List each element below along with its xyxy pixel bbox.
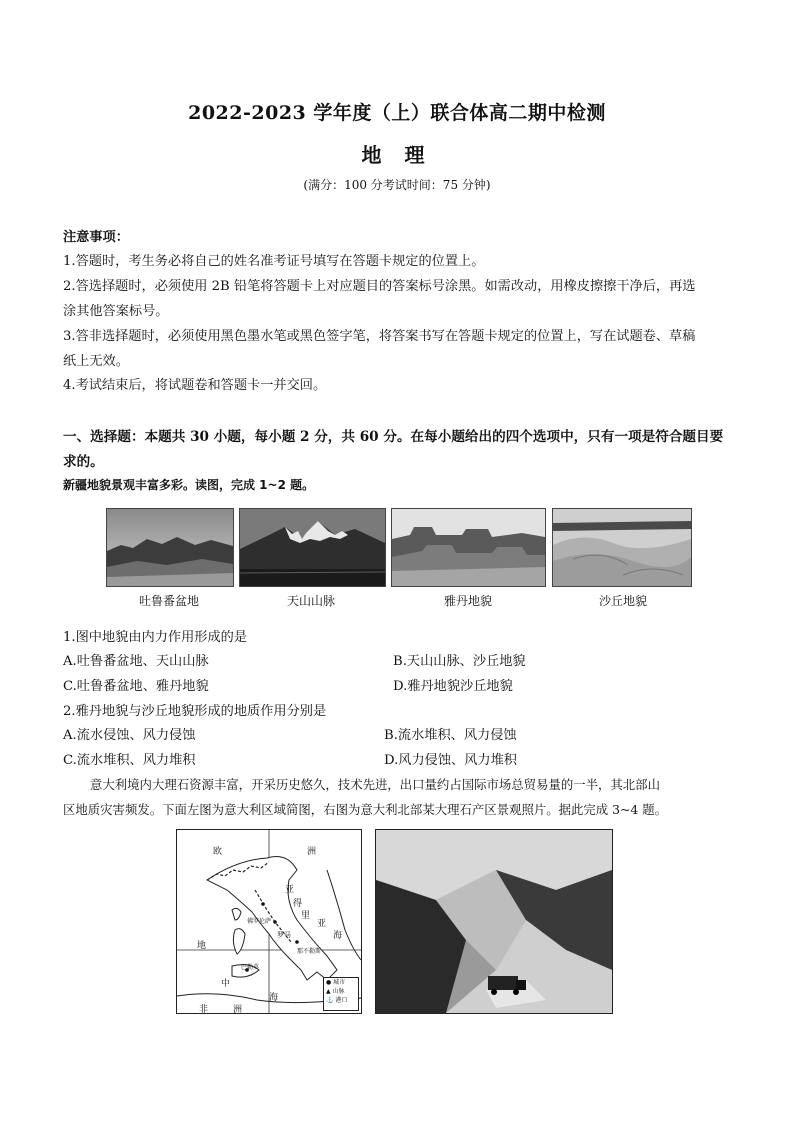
italy-map [176,829,362,1014]
photo-yardang [391,508,546,587]
q1-stem: 1.图中地貌由内力作用形成的是 [63,630,248,645]
map-label: 欧 [213,847,223,857]
caption-turpan: 吐鲁番盆地 [138,594,199,608]
q1-option-a: A.吐鲁番盆地、天山山脉 [63,654,209,669]
note-item: 3.答非选择题时，必须使用黑色墨水笔或黑色签字笔，将答案书写在答题卡规定的位置上，写在试题卷、草稿 [63,329,696,344]
map-city-label: 那不勒斯 [297,948,322,955]
map-label: 海 [269,993,279,1003]
map-label: 中 [221,979,231,989]
map-label: 亚 [317,919,327,929]
map-label: 非 [199,1005,209,1015]
photo-turpan-basin [106,508,234,587]
q1-option-c: C.吐鲁番盆地、雅丹地貌 [63,679,209,694]
map-city-label: 罗马 [277,931,291,939]
question-intro: 新疆地貌景观丰富多彩。读图，完成 1~2 题。 [63,478,315,492]
photo-sand-dunes [552,508,692,587]
map-label: 里 [301,911,311,921]
q2-option-c: C.流水堆积、风力堆积 [63,753,196,768]
q2-option-a: A.流水侵蚀、风力侵蚀 [63,728,196,743]
caption-dunes: 沙丘地貌 [598,594,647,608]
legend-mountain: 山脉 [332,988,345,995]
q1-option-b: B.天山山脉、沙丘地貌 [393,654,526,669]
exam-meta: (满分：100 分考试时间：75 分钟) [303,178,491,192]
passage-line: 意大利境内大理石资源丰富，开采历史悠久，技术先进，出口量约占国际市场总贸易量的一半，其北部山 [90,777,660,792]
map-city-label: 巴勒莫 [241,964,260,971]
note-item: 2.答选择题时，必须使用 2B 铅笔将答题卡上对应题目的答案标号涂黑。如需改动，用橡皮擦擦干净后，再选 [63,279,696,294]
legend-city: 城市 [333,979,346,986]
note-item: 纸上无效。 [63,354,129,369]
section-heading-cont: 求的。 [63,454,104,470]
map-label: 得 [293,899,303,909]
q2-stem: 2.雅丹地貌与沙丘地貌形成的地质作用分别是 [63,704,327,719]
map-label: 洲 [233,1005,243,1015]
marble-quarry-photo [375,829,613,1014]
legend-port: 港口 [335,997,348,1004]
map-label: 洲 [307,847,317,857]
q2-option-d: D.风力侵蚀、风力堆积 [384,753,517,768]
photo-tianshan-mountains [239,508,386,587]
map-label: 地 [197,941,207,951]
subject-title: 地 理 [361,143,433,167]
section-heading: 一、选择题：本题共 30 小题，每小题 2 分，共 60 分。在每小题给出的四个选项中，只有一项是符合题目要 [63,429,724,445]
caption-yardang: 雅丹地貌 [443,594,492,608]
map-label: 海 [333,931,343,941]
map-label: 亚 [285,885,295,895]
q2-option-b: B.流水堆积、风力侵蚀 [384,728,517,743]
note-item: 4.考试结束后，将试题卷和答题卡一并交回。 [63,378,327,393]
map-legend: ● 城市 ▲ 山脉 ⚓ 港口 [323,977,359,1011]
note-item: 1.答题时，考生务必将自己的姓名准考证号填写在答题卡规定的位置上。 [63,254,485,269]
passage-line: 区地质灾害频发。下面左图为意大利区域简图，右图为意大利北部某大理石产区景观照片。据此完成 3~4 题。 [63,802,667,817]
map-city-label: 佛罗伦萨 [247,918,272,925]
q1-option-d: D.雅丹地貌沙丘地貌 [393,679,513,694]
exam-title: 2022-2023 学年度（上）联合体高二期中检测 [188,102,606,124]
note-item: 涂其他答案标号。 [63,304,169,319]
notes-heading: 注意事项： [63,230,129,245]
caption-tianshan: 天山山脉 [286,594,335,608]
